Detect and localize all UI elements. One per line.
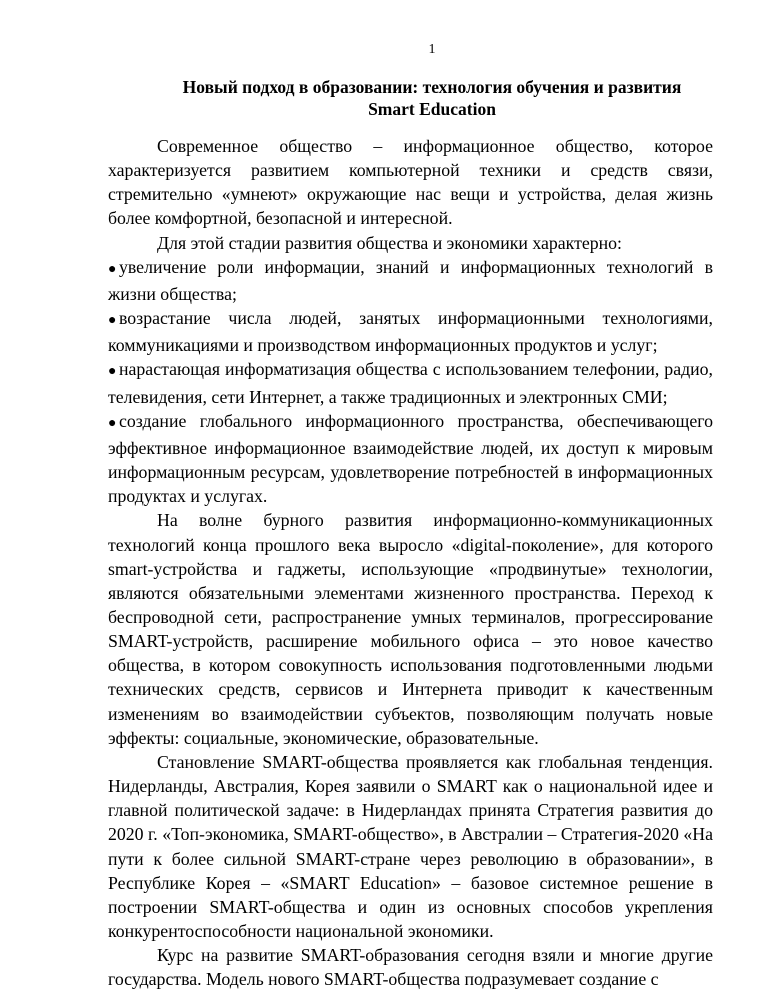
paragraph-intro: Современное общество – информационное общество, которое характеризуется развитием компьютерной техники и средств связи, стремительно «умнеют» окружающие нас вещи и устройства, делая жизнь более комфортной, безопасной и интересной. (108, 136, 713, 229)
list-item-text: создание глобального информационного пространства, обеспечивающего эффективное информационное взаимодействие людей, их доступ к мировым информационным ресурсам, удовлетворение потребностей в информационных продуктах и услугах. (108, 410, 713, 507)
title-line-2: Smart Education (368, 99, 496, 119)
bullet-icon: ● (108, 415, 117, 431)
bullet-icon: ● (108, 261, 117, 277)
characteristics-list (108, 255, 713, 509)
paragraph-smart-education-course: Курс на развитие SMART-образования сегодня взяли и многие другие государства. Модель нового SMART-общества подразумевает создание с (108, 945, 713, 990)
paragraph-list-lead: Для этой стадии развития общества и экономики характерно: (157, 232, 622, 253)
document-body (108, 134, 713, 991)
list-item-text: увеличение роли информации, знаний и информационных технологий в жизни общества; (108, 256, 713, 304)
title-line-1: Новый подход в образовании: технология обучения и развития (182, 77, 682, 97)
list-item-text: нарастающая информатизация общества с использованием телефонии, радио, телевидения, сети Интернет, а также традиционных и электронных СМИ; (108, 359, 713, 407)
list-item-text: возрастание числа людей, занятых информационными технологиями, коммуникациями и производством информационных продуктов и услуг; (108, 308, 713, 356)
document-title (108, 76, 756, 120)
page-number: 1 (428, 42, 436, 57)
paragraph-smart-society: Становление SMART-общества проявляется как глобальная тенденция. Нидерланды, Австралия, Корея заявили о SMART как о национальной идее и главной политической задаче: в Нидерландах принята Стратегия развития до 2020 г. «Топ-экономика, SMART-общество», в Австралии – Стратегия-2020 «На пути к более сильной SMART-стране через революцию в образовании», в Республике Корея – «SMART Education» – базовое системное решение в построении SMART-общества и один из основных способов укрепления конкурентоспособности национальной экономики. (108, 751, 713, 941)
paragraph-digital-generation: На волне бурного развития информационно-коммуникационных технологий конца прошлого века выросло «digital-поколение», для которого smart-устройства и гаджеты, использующие «продвинутые» технологии, являются обязательными элементами жизненного пространства. Переход к беспроводной сети, распространение умных терминалов, прогрессирование SMART-устройств, расширение мобильного офиса – это новое качество общества, в котором совокупность использования подготовленными людьми технических средств, сервисов и Интернета приводит к качественным изменениям во взаимодействии субъектов, позволяющим получать новые эффекты: социальные, экономические, образовательные. (108, 510, 713, 748)
list-item (108, 306, 713, 357)
bullet-icon: ● (108, 313, 117, 329)
list-item (108, 255, 713, 306)
bullet-icon: ● (108, 364, 117, 380)
list-item (108, 357, 713, 408)
list-item (108, 409, 713, 509)
